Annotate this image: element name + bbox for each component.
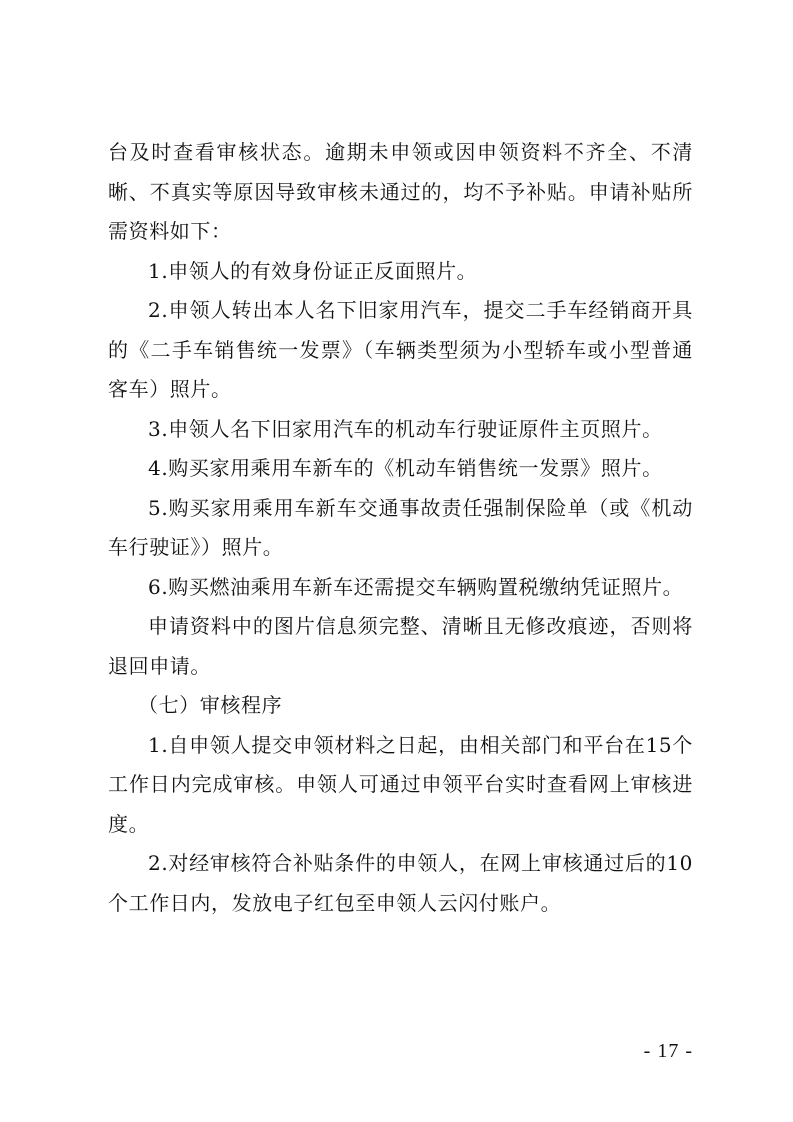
review-step-2: 2.对经审核符合补贴条件的申领人，在网上审核通过后的10个工作日内，发放电子红包至申领人云闪付账户。 (108, 851, 693, 915)
document-body (108, 133, 693, 923)
list-item-used-car-invoice: 2.申领人转出本人名下旧家用汽车，提交二手车经销商开具的《二手车销售统一发票》（车辆类型须为小型轿车或小型普通客车）照片。 (108, 298, 693, 401)
list-item-new-car-invoice: 4.购买家用乘用车新车的《机动车销售统一发票》照片。 (148, 456, 663, 480)
list-item-driving-license: 3.申领人名下旧家用汽车的机动车行驶证原件主页照片。 (148, 416, 663, 441)
review-step-1: 1.自申领人提交申领材料之日起，由相关部门和平台在15个工作日内完成审核。申领人可通过申领平台实时查看网上审核进度。 (108, 732, 693, 836)
list-item-purchase-tax: 6.购买燃油乘用车新车还需提交车辆购置税缴纳凭证照片。 (148, 574, 684, 599)
paragraph-continuation: 台及时查看审核状态。逾期未申领或因申领资料不齐全、不清晰、不真实等原因导致审核未通过的，均不予补贴。申请补贴所需资料如下： (108, 140, 693, 243)
paragraph-image-requirements: 申请资料中的图片信息须完整、清晰且无修改痕迹，否则将退回申请。 (108, 614, 693, 678)
list-item-id-card: 1.申领人的有效身份证正反面照片。 (148, 258, 478, 283)
page-number: - 17 - (643, 1040, 693, 1062)
list-item-insurance: 5.购买家用乘用车新车交通事故责任强制保险单（或《机动车行驶证》）照片。 (108, 495, 693, 559)
section-heading: （七）审核程序 (138, 693, 283, 717)
